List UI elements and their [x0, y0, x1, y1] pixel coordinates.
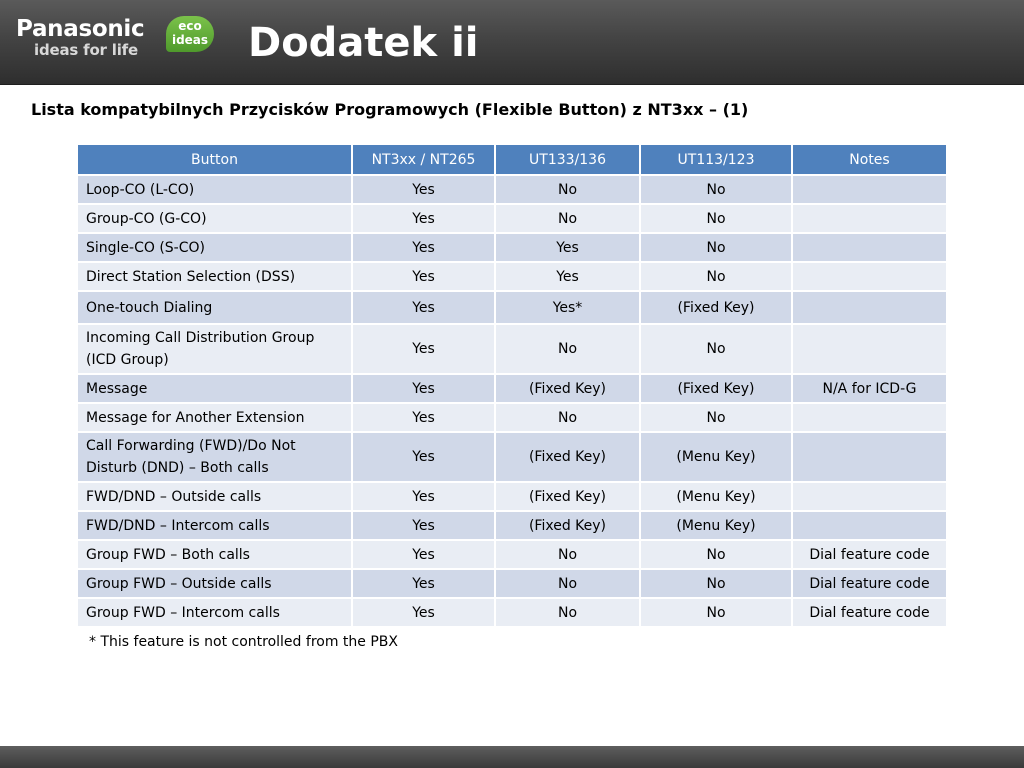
eco-badge-line2: ideas — [171, 33, 209, 47]
cell-ut133: (Fixed Key) — [496, 483, 641, 512]
cell-notes: N/A for ICD-G — [793, 375, 946, 404]
cell-ut133: No — [496, 541, 641, 570]
cell-ut113: No — [641, 205, 793, 234]
column-header-nt3xx: NT3xx / NT265 — [353, 145, 496, 176]
table-row — [78, 263, 946, 292]
cell-button: Loop-CO (L-CO) — [78, 176, 353, 205]
table-row — [78, 404, 946, 433]
cell-ut133: (Fixed Key) — [496, 433, 641, 483]
column-header-notes: Notes — [793, 145, 946, 176]
cell-notes — [793, 205, 946, 234]
cell-nt3xx: Yes — [353, 375, 496, 404]
cell-button: Single-CO (S-CO) — [78, 234, 353, 263]
cell-nt3xx: Yes — [353, 570, 496, 599]
cell-ut133: No — [496, 325, 641, 375]
table-row — [78, 325, 946, 375]
cell-button: Message for Another Extension — [78, 404, 353, 433]
table-row — [78, 512, 946, 541]
cell-button-line2: (ICD Group) — [86, 352, 169, 368]
cell-notes — [793, 483, 946, 512]
column-header-ut133: UT133/136 — [496, 145, 641, 176]
cell-nt3xx: Yes — [353, 205, 496, 234]
cell-button: FWD/DND – Outside calls — [78, 483, 353, 512]
cell-ut133: No — [496, 176, 641, 205]
cell-ut133: No — [496, 599, 641, 628]
cell-button: Direct Station Selection (DSS) — [78, 263, 353, 292]
cell-ut133: No — [496, 570, 641, 599]
cell-notes — [793, 176, 946, 205]
cell-nt3xx: Yes — [353, 599, 496, 628]
column-header-button: Button — [78, 145, 353, 176]
cell-notes — [793, 404, 946, 433]
slide-header — [0, 0, 1024, 85]
cell-button: Group FWD – Both calls — [78, 541, 353, 570]
cell-nt3xx: Yes — [353, 292, 496, 325]
table-header-row — [78, 145, 946, 176]
cell-notes — [793, 325, 946, 375]
compatibility-table — [78, 145, 946, 628]
table-row — [78, 433, 946, 483]
cell-nt3xx: Yes — [353, 541, 496, 570]
cell-button: One-touch Dialing — [78, 292, 353, 325]
cell-notes — [793, 433, 946, 483]
cell-button: Group FWD – Intercom calls — [78, 599, 353, 628]
cell-nt3xx: Yes — [353, 234, 496, 263]
table-row — [78, 375, 946, 404]
table-row — [78, 292, 946, 325]
table-row — [78, 234, 946, 263]
slide-title: Dodatek ii — [248, 20, 479, 66]
cell-ut113: No — [641, 263, 793, 292]
cell-button: Group-CO (G-CO) — [78, 205, 353, 234]
cell-ut113: (Menu Key) — [641, 483, 793, 512]
cell-notes: Dial feature code — [793, 570, 946, 599]
cell-button — [78, 433, 353, 483]
cell-nt3xx: Yes — [353, 483, 496, 512]
cell-ut113: No — [641, 570, 793, 599]
table-row — [78, 599, 946, 628]
cell-ut113: No — [641, 404, 793, 433]
cell-nt3xx: Yes — [353, 512, 496, 541]
cell-ut113: No — [641, 176, 793, 205]
eco-ideas-badge-icon — [166, 16, 214, 52]
cell-nt3xx: Yes — [353, 263, 496, 292]
brand-name: Panasonic — [16, 16, 145, 42]
cell-ut113: No — [641, 541, 793, 570]
cell-ut133: No — [496, 404, 641, 433]
cell-nt3xx: Yes — [353, 404, 496, 433]
table-row — [78, 541, 946, 570]
cell-nt3xx: Yes — [353, 433, 496, 483]
cell-ut113: No — [641, 234, 793, 263]
cell-ut113: (Fixed Key) — [641, 292, 793, 325]
panasonic-logo — [16, 16, 216, 62]
cell-button-line1: Call Forwarding (FWD)/Do Not — [86, 438, 296, 454]
cell-ut133: Yes — [496, 263, 641, 292]
table-row — [78, 483, 946, 512]
cell-notes — [793, 512, 946, 541]
column-header-ut113: UT113/123 — [641, 145, 793, 176]
cell-notes — [793, 292, 946, 325]
cell-notes — [793, 263, 946, 292]
cell-nt3xx: Yes — [353, 325, 496, 375]
cell-button: Group FWD – Outside calls — [78, 570, 353, 599]
table-row — [78, 205, 946, 234]
eco-badge-line1: eco — [178, 19, 202, 33]
cell-ut133: No — [496, 205, 641, 234]
brand-tagline: ideas for life — [34, 41, 138, 59]
cell-ut113: No — [641, 599, 793, 628]
footnote: * This feature is not controlled from the PBX — [89, 634, 398, 650]
cell-button: FWD/DND – Intercom calls — [78, 512, 353, 541]
cell-button — [78, 325, 353, 375]
slide-subtitle: Lista kompatybilnych Przycisków Programowych (Flexible Button) z NT3xx – (1) — [31, 100, 749, 119]
slide-footer-bar — [0, 746, 1024, 768]
table-row — [78, 176, 946, 205]
cell-ut113: (Menu Key) — [641, 433, 793, 483]
cell-ut113: (Fixed Key) — [641, 375, 793, 404]
cell-ut133: Yes — [496, 234, 641, 263]
cell-ut133: (Fixed Key) — [496, 375, 641, 404]
table-row — [78, 570, 946, 599]
cell-notes: Dial feature code — [793, 541, 946, 570]
cell-nt3xx: Yes — [353, 176, 496, 205]
cell-ut133: (Fixed Key) — [496, 512, 641, 541]
cell-button: Message — [78, 375, 353, 404]
cell-ut133: Yes* — [496, 292, 641, 325]
cell-notes — [793, 234, 946, 263]
cell-ut113: No — [641, 325, 793, 375]
cell-notes: Dial feature code — [793, 599, 946, 628]
cell-ut113: (Menu Key) — [641, 512, 793, 541]
cell-button-line1: Incoming Call Distribution Group — [86, 330, 315, 346]
cell-button-line2: Disturb (DND) – Both calls — [86, 460, 269, 476]
